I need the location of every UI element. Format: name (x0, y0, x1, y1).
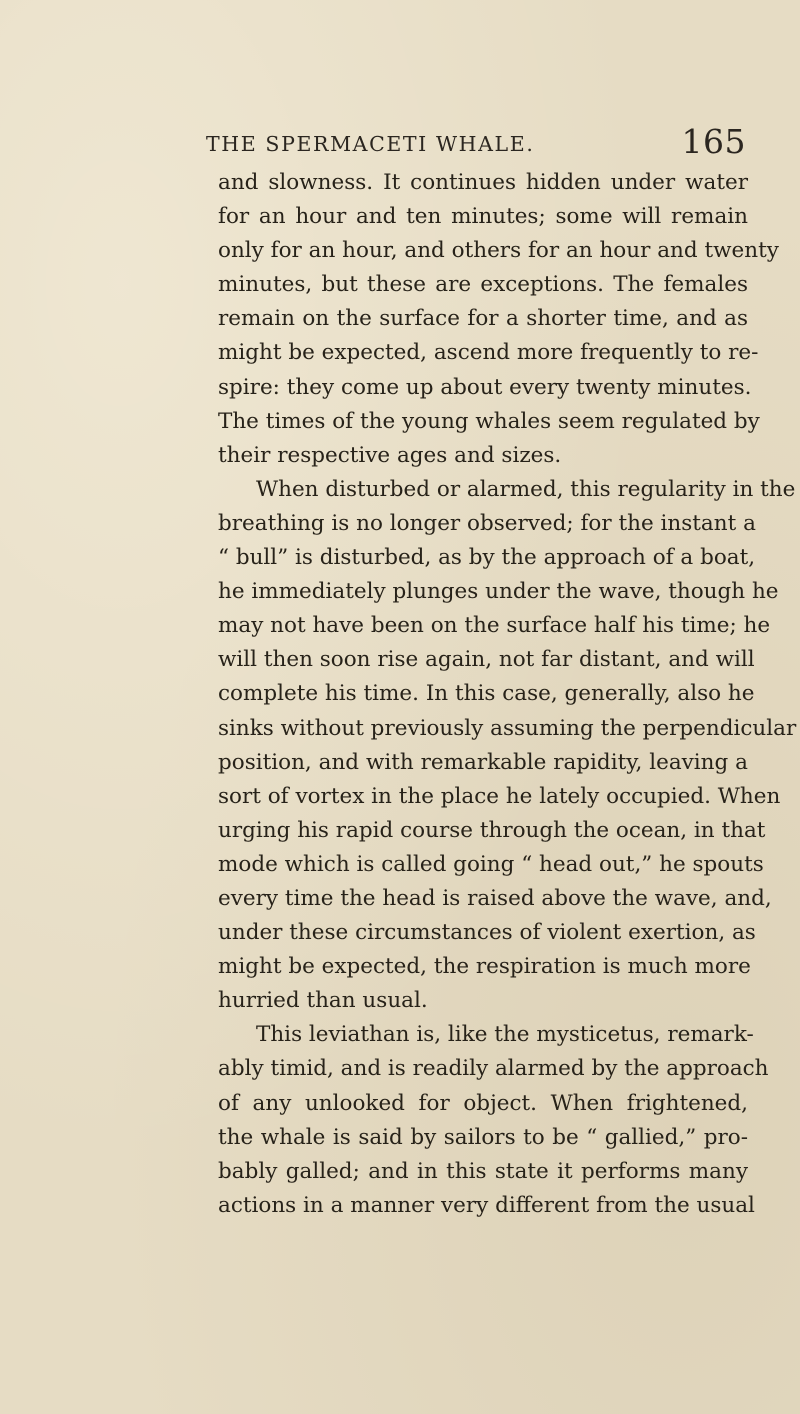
text-line: only for an hour, and others for an hour and twenty (218, 238, 779, 264)
text-line: The times of the young whales seem regulated by (218, 408, 760, 434)
text-line: “ bull” is disturbed, as by the approach of a boat, (218, 545, 756, 571)
body-text (218, 166, 797, 1223)
text-line: sort of vortex in the place he lately occupied. When (218, 783, 781, 809)
text-line: minutes, but these are exceptions. The females (218, 272, 748, 298)
text-line: of any unlooked for object. When frightened, (218, 1090, 748, 1116)
text-line: remain on the surface for a shorter time, and as (218, 306, 748, 332)
text-line: hurried than usual. (218, 988, 428, 1014)
text-line: will then soon rise again, not far distant, and will (218, 647, 755, 673)
running-title: THE SPERMACETI WHALE. (206, 132, 535, 156)
text-line: might be expected, ascend more frequently to re- (218, 340, 759, 366)
text-line: for an hour and ten minutes; some will remain (218, 204, 748, 230)
text-line: position, and with remarkable rapidity, leaving a (218, 749, 748, 775)
text-line: their respective ages and sizes. (218, 442, 562, 468)
text-line: may not have been on the surface half his time; he (218, 613, 771, 639)
text-line: actions in a manner very different from the usual (218, 1192, 755, 1218)
text-line: urging his rapid course through the ocean, in that (218, 817, 766, 843)
text-line: and slowness. It continues hidden under water (218, 170, 748, 195)
text-line: he immediately plunges under the wave, though he (218, 579, 779, 605)
text-line: might be expected, the respiration is much more (218, 954, 751, 980)
text-line: breathing is no longer observed; for the instant a (218, 510, 756, 536)
paragraph-start-line: This leviathan is, like the mysticetus, remark- (256, 1022, 754, 1048)
text-line: complete his time. In this case, generally, also he (218, 681, 755, 707)
text-line: spire: they come up about every twenty minutes. (218, 374, 752, 400)
page-number: 165 (681, 122, 746, 161)
paragraph-start-line: When disturbed or alarmed, this regularity in the (256, 476, 796, 502)
text-line: the whale is said by sailors to be “ gallied,” pro- (218, 1124, 748, 1150)
text-line: under these circumstances of violent exertion, as (218, 920, 756, 946)
text-line: ably timid, and is readily alarmed by the approach (218, 1056, 769, 1082)
text-line: sinks without previously assuming the perpendicular (218, 715, 797, 741)
text-line: every time the head is raised above the wave, and, (218, 885, 772, 911)
text-line: bably galled; and in this state it performs many (218, 1158, 748, 1184)
text-line: mode which is called going “ head out,” he spouts (218, 851, 764, 877)
page-header (206, 122, 746, 166)
